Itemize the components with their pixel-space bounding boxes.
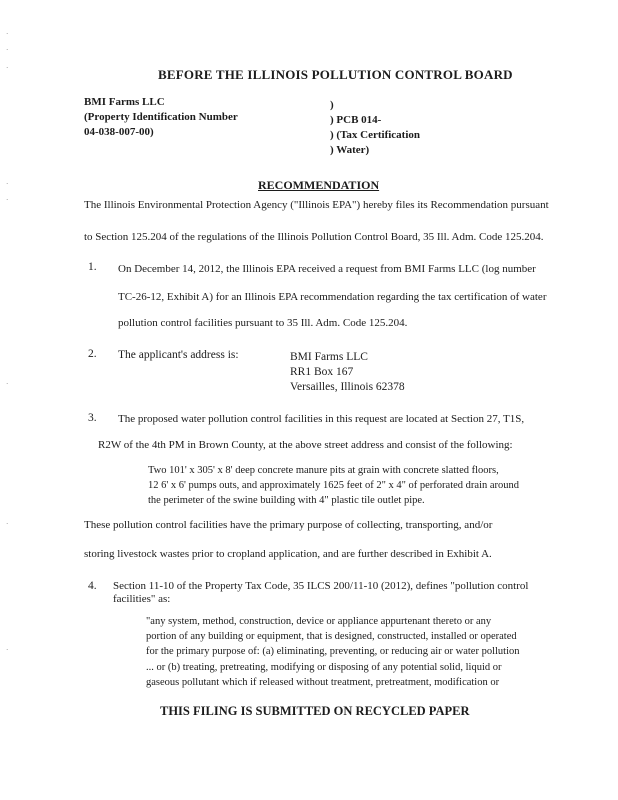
para3-line-2: R2W of the 4th PM in Brown County, at the above street address and consist of the following: xyxy=(98,439,513,451)
caption-paren-1: ) xyxy=(330,99,334,111)
facility-line-2: 12 6' x 6' pumps outs, and approximately 1625 feet of 2" x 4" of perforated drain around xyxy=(148,480,520,492)
facility-description xyxy=(148,463,519,509)
quote-line-3: for the primary purpose of: (a) eliminating, preventing, or reducing air or water pollution xyxy=(146,646,520,658)
para4-line-2: facilities" as: xyxy=(113,592,171,605)
caption-party: BMI Farms LLC xyxy=(84,96,165,108)
para1-line-1: On December 14, 2012, the Illinois EPA received a request from BMI Farms LLC (log number xyxy=(118,263,536,275)
caption-right xyxy=(330,98,420,157)
address-line-2: RR1 Box 167 xyxy=(290,365,354,378)
address-line-3: Versailles, Illinois 62378 xyxy=(290,380,405,393)
page-title: BEFORE THE ILLINOIS POLLUTION CONTROL BOARD xyxy=(158,67,513,82)
intro-line-1: The Illinois Environmental Protection Agency ("Illinois EPA") hereby files its Recommendation pursuant xyxy=(84,199,549,211)
caption-pin-number: 04-038-007-00) xyxy=(84,125,154,138)
para1-number: 1. xyxy=(88,261,97,273)
para3-after-2: storing livestock wastes prior to cropland application, and are further described in Exhibit A. xyxy=(84,548,492,560)
document-page: · · · · · · · · BEFORE THE ILLINOIS POLLUTION CONTROL BOARD BMI Farms LLC (Property Identification Number 04-038-007-00) ) ) PCB 014- ) (Tax Certification ) Water) RECOMMENDATION The Illinois Environmental Protection Agency ("Illinois EPA") hereby files its Recommendation pursuant to Section 125.204 of the regulations of the Illinois Pollution Control Board, 35 Ill. Adm. Code 125.204. 1. On December 14, 2012, the Illinois EPA received a request from BMI Farms LLC (log number TC-26-12, Exhibit A) for an Illinois EPA recommendation regarding the tax certification of water pollution control facilities pursuant to 35 Ill. Adm. Code 125.204. 2. The applicant's address is: BMI Farms LLC RR1 Box 167 Versailles, Illinois 62378 3. The proposed water pollution control facilities in this request are located at Section 27, T1S, R2W of the 4th PM in Brown County, at the above street address and consist of the following: Two 101' x 305' x 8' deep concrete manure pits at grain with concrete slatted floors, 12 6' x 6' pumps outs, and approximately 1625 feet of 2" x 4" of perforated drain around the perimeter of the swine building with 4" plastic tile outlet pipe. These pollution control facilities have the primary purpose of collecting, transporting, and/or storing livestock wastes prior to cropland application, and are further described in Exhibit A. 4. Section 11-10 of the Property Tax Code, 35 ILCS 200/11-10 (2012), defines "pollution control facilities" as: "any system, method, construction, device or appliance appurtenant thereto or any portion of any building or equipment, that is designed, constructed, installed or operated for the primary purpose of: (a) eliminating, preventing, or reducing air or water pollution ... or (b) treating, pretreating, modifying or disposing of any potential solid, liquid or gaseous pollutant which if released without treatment, pretreatment, modification or THIS FILING IS SUBMITTED ON RECYCLED PAPER xyxy=(0,0,618,800)
para4-line-1: Section 11-10 of the Property Tax Code, 35 ILCS 200/11-10 (2012), defines "pollution control xyxy=(113,580,529,592)
para3-number: 3. xyxy=(88,412,97,424)
statute-quote xyxy=(146,614,520,690)
recommendation-heading: RECOMMENDATION xyxy=(258,178,380,192)
caption-case-number: ) PCB 014- xyxy=(330,113,382,126)
caption-matter-type-2: ) Water) xyxy=(330,143,370,156)
caption-left xyxy=(84,95,238,140)
quote-line-2: portion of any building or equipment, that is designed, constructed, installed or operated xyxy=(146,631,517,643)
caption-matter-type: ) (Tax Certification xyxy=(330,128,421,141)
intro-line-2: to Section 125.204 of the regulations of the Illinois Pollution Control Board, 35 Ill. Adm. Code 125.204. xyxy=(84,231,544,243)
caption-pin-label: (Property Identification Number xyxy=(84,110,238,123)
quote-line-1: "any system, method, construction, device or appliance appurtenant thereto or any xyxy=(146,616,492,627)
para1-line-3: pollution control facilities pursuant to 35 Ill. Adm. Code 125.204. xyxy=(118,317,408,329)
address-line-1: BMI Farms LLC xyxy=(290,351,368,363)
para1-line-2: TC-26-12, Exhibit A) for an Illinois EPA recommendation regarding the tax certification of water xyxy=(118,291,547,303)
para4-body xyxy=(113,580,528,605)
applicant-address xyxy=(290,350,405,395)
para3-after-1: These pollution control facilities have the primary purpose of collecting, transporting, and/or xyxy=(84,519,493,531)
recycled-paper-footer: THIS FILING IS SUBMITTED ON RECYCLED PAPER xyxy=(160,704,470,718)
para4-number: 4. xyxy=(88,580,97,592)
para2-number: 2. xyxy=(88,348,97,360)
facility-line-1: Two 101' x 305' x 8' deep concrete manure pits at grain with concrete slatted floors, xyxy=(148,465,499,476)
para2-label: The applicant's address is: xyxy=(118,349,239,361)
quote-line-4: ... or (b) treating, pretreating, modifying or disposing of any potential solid, liquid or xyxy=(146,661,502,673)
quote-line-5: gaseous pollutant which if released without treatment, pretreatment, modification or xyxy=(146,676,500,688)
facility-line-3: the perimeter of the swine building with 4" plastic tile outlet pipe. xyxy=(148,495,425,507)
para3-line-1: The proposed water pollution control facilities in this request are located at Section 27, T1S, xyxy=(118,413,525,425)
